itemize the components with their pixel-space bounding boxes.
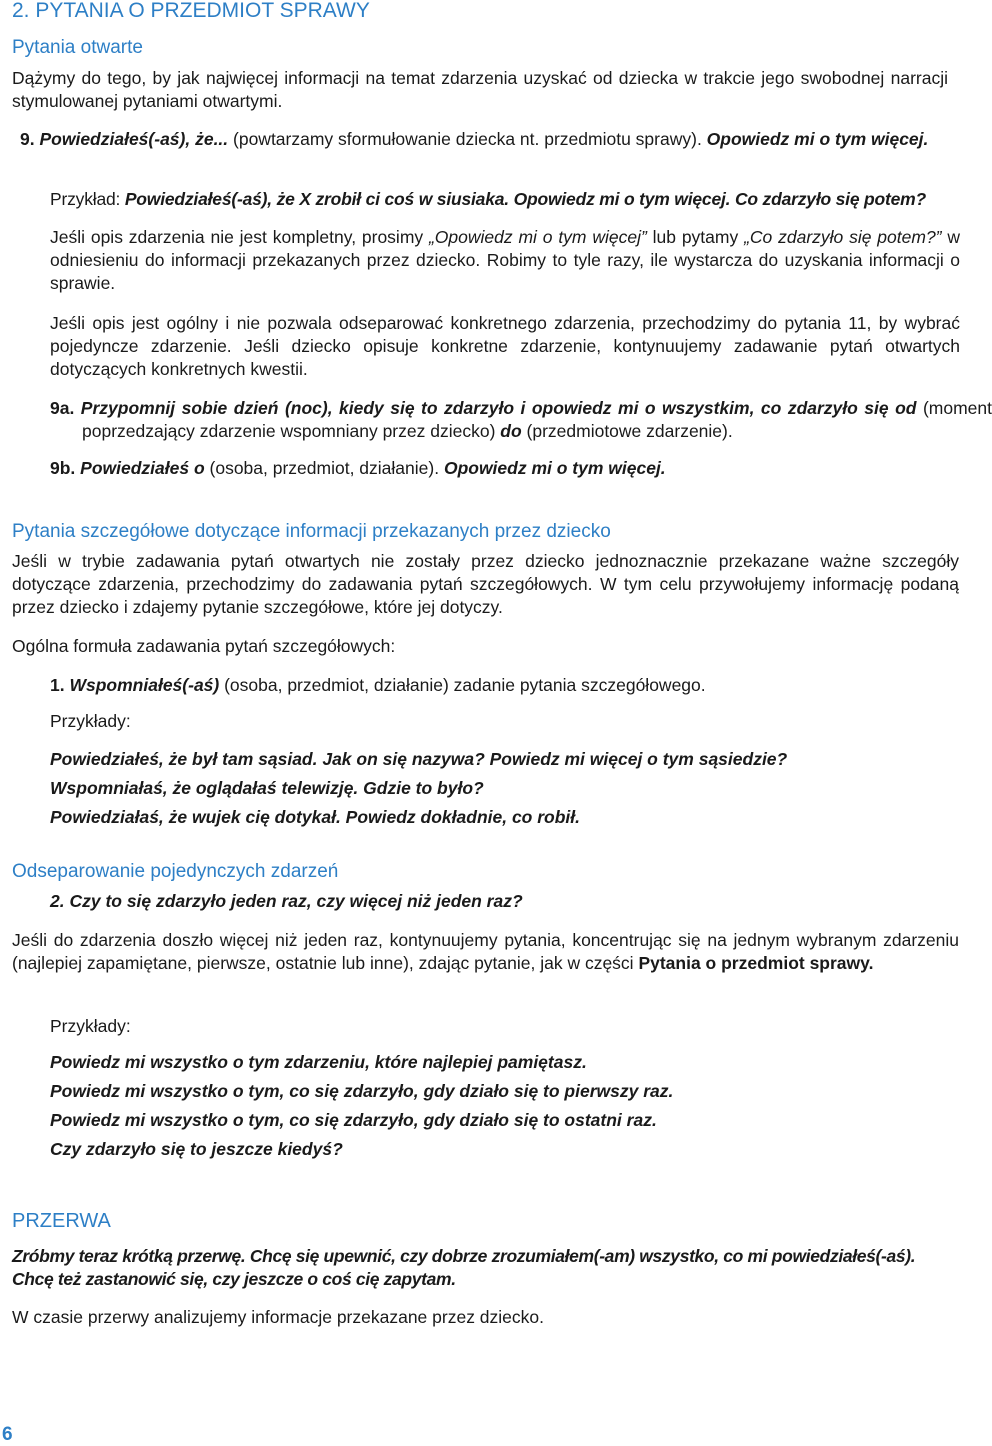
separation-paragraph — [12, 929, 959, 975]
question-9-example — [50, 188, 948, 211]
question-9a-prompt: Przypomnij sobie dzień (noc), kiedy się to zdarzyło i opowiedz mi o wszystkim, co zdarzyło się od — [80, 398, 917, 418]
separation-paragraph-ref: Pytania o przedmiot sprawy. — [638, 953, 874, 973]
question-9a-number: 9a. — [50, 398, 75, 418]
question-9b — [50, 457, 960, 480]
break-paragraph: W czasie przerwy analizujemy informacje przekazane przez dziecko. — [12, 1307, 545, 1327]
detailed-questions-paragraph: Jeśli w trybie zadawania pytań otwartych nie zostały przez dziecko jednoznacznie przekazane ważne szczegóły dotyczące zdarzenia, przechodzimy do zadawania pytań szczegółowych. W tym celu przywołujemy informację podaną przez dziecko i zdajemy pytanie szczegółowe, które jej dotyczy. — [12, 551, 959, 617]
separation-example: Czy zdarzyło się to jeszcze kiedyś? — [50, 1139, 343, 1159]
question-9b-tail: Opowiedz mi o tym więcej. — [443, 458, 666, 478]
question-9-number: 9. — [20, 129, 35, 149]
question-9-note: (powtarzamy sformułowanie dziecka nt. przedmiotu sprawy). — [228, 129, 707, 149]
detailed-example: Powiedziałeś, że był tam sąsiad. Jak on się nazywa? Powiedz mi więcej o tym sąsiedzie? — [50, 749, 788, 769]
question-9b-prompt: Powiedziałeś o — [80, 458, 205, 478]
separation-example: Powiedz mi wszystko o tym, co się zdarzyło, gdy działo się to pierwszy raz. — [50, 1081, 674, 1101]
section-title: 2. PYTANIA O PRZEDMIOT SPRAWY — [12, 0, 370, 22]
question-9b-number: 9b. — [50, 458, 76, 478]
separation-examples-label: Przykłady: — [50, 1016, 131, 1036]
separation-example: Powiedz mi wszystko o tym, co się zdarzyło, gdy działo się to ostatni raz. — [50, 1110, 657, 1130]
completeness-prompt-2: „Co zdarzyło się potem?” — [744, 227, 942, 247]
page-number: 6 — [2, 1424, 13, 1445]
question-9a-do: do — [500, 421, 522, 441]
separation-example: Powiedz mi wszystko o tym zdarzeniu, które najlepiej pamiętasz. — [50, 1052, 587, 1072]
detailed-questions-heading: Pytania szczegółowe dotyczące informacji przekazanych przez dziecko — [12, 521, 611, 542]
formula-item-1-prompt: Wspomniałeś(-aś) — [69, 675, 220, 695]
open-questions-heading: Pytania otwarte — [12, 37, 143, 58]
question-9 — [20, 128, 978, 151]
break-quote: Zróbmy teraz krótką przerwę. Chcę się upewnić, czy dobrze zrozumiałem(-am) wszystko, co mi powiedziałeś(-aś). Chcę też zastanowić się, czy jeszcze o coś cię zapytam. — [12, 1246, 916, 1289]
example-label: Przykład: — [50, 189, 125, 209]
detailed-example: Powiedziałaś, że wujek cię dotykał. Powiedz dokładnie, co robił. — [50, 807, 581, 827]
example-text: Powiedziałeś(-aś), że X zrobił ci coś w siusiaka. Opowiedz mi o tym więcej. Co zdarzyło się potem? — [124, 189, 927, 209]
completeness-text-2: lub pytamy — [646, 227, 745, 247]
general-description-paragraph: Jeśli opis jest ogólny i nie pozwala odseparować konkretnego zdarzenia, przechodzimy do pytania 11, by wybrać pojedyncze zdarzenie. Jeśli dziecko opisuje konkretne zdarzenie, kontynuujemy zadawanie pytań otwartych dotyczących konkretnych kwestii. — [50, 313, 960, 379]
detailed-examples-label: Przykłady: — [50, 711, 131, 731]
question-9b-note: (osoba, przedmiot, działanie). — [204, 458, 444, 478]
formula-label: Ogólna formuła zadawania pytań szczegółowych: — [12, 636, 396, 656]
completeness-text-1: Jeśli opis zdarzenia nie jest kompletny, prosimy — [50, 227, 429, 247]
separation-question: 2. Czy to się zdarzyło jeden raz, czy więcej niż jeden raz? — [50, 891, 523, 911]
separation-paragraph-text: Jeśli do zdarzenia doszło więcej niż jeden raz, kontynuujemy pytania, koncentrując się na jednym wybranym zdarzeniu (najlepiej zapamiętane, pierwsze, ostatnie lub inne), zdając pytanie, jak w części — [12, 930, 959, 973]
formula-item-1-note: (osoba, przedmiot, działanie) zadanie pytania szczegółowego. — [219, 675, 706, 695]
separation-heading: Odseparowanie pojedynczych zdarzeń — [12, 861, 339, 882]
completeness-paragraph — [50, 226, 960, 295]
break-heading: PRZERWA — [12, 1210, 111, 1232]
question-9a — [50, 397, 992, 443]
question-9-lead: Powiedziałeś(-aś), że... — [39, 129, 229, 149]
formula-item-1 — [50, 674, 960, 697]
open-questions-intro: Dążymy do tego, by jak najwięcej informacji na temat zdarzenia uzyskać od dziecka w trakcie jego swobodnej narracji stymulowanej pytaniami otwartymi. — [12, 68, 948, 111]
question-9a-note-1: (moment poprzedzający zdarzenie wspomniany przez dziecko) — [82, 398, 992, 441]
completeness-text-3: w odniesieniu do informacji przekazanych przez dziecko. Robimy to tyle razy, ile wystarcza do uzyskania informacji o sprawie. — [50, 227, 960, 293]
question-9-tail: Opowiedz mi o tym więcej. — [706, 129, 929, 149]
completeness-prompt-1: „Opowiedz mi o tym więcej” — [428, 227, 647, 247]
formula-item-1-number: 1. — [50, 675, 65, 695]
question-9a-note-2: (przedmiotowe zdarzenie). — [521, 421, 733, 441]
detailed-example: Wspomniałaś, że oglądałaś telewizję. Gdzie to było? — [50, 778, 484, 798]
